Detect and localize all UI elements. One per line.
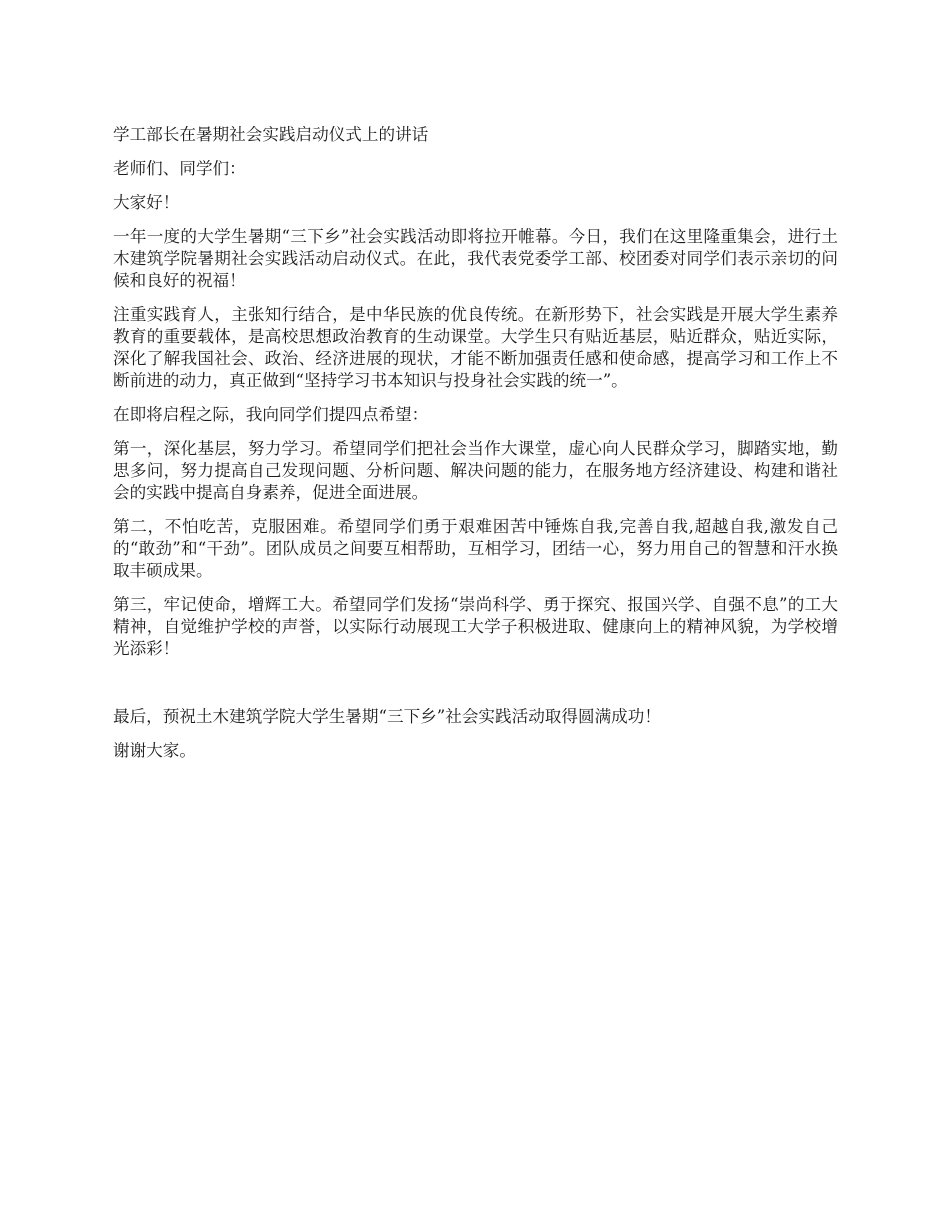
closing-wish: 最后，预祝土木建筑学院大学生暑期“三下乡”社会实践活动取得圆满成功！: [113, 707, 661, 726]
paragraph-hopes-intro: 在即将启程之际，我向同学们提四点希望：: [113, 405, 429, 424]
document-body: [113, 124, 838, 774]
blank-spacer: [113, 672, 838, 706]
paragraph-hope-first: 第一，深化基层，努力学习。希望同学们把社会当作大课堂，虚心向人民群众学习，脚踏实地，勤思多问，努力提高自己发现问题、分析问题、解决问题的能力，在服务地方经济建设、构建和谐社会的实践中提高自身素养，促进全面进展。: [113, 439, 838, 502]
document-title: 学工部长在暑期社会实践启动仪式上的讲话: [113, 125, 429, 144]
paragraph-hope-third: 第三，牢记使命，增辉工大。希望同学们发扬“崇尚科学、勇于探究、报国兴学、自强不息”的工大精神，自觉维护学校的声誉，以实际行动展现工大学子积极进取、健康向上的精神风貌，为学校增光添彩！: [113, 595, 838, 658]
paragraph-hope-second: 第二，不怕吃苦，克服困难。希望同学们勇于艰难困苦中锤炼自我,完善自我,超越自我,激发自己的“敢劲”和“干劲”。团队成员之间要互相帮助，互相学习，团结一心，努力用自己的智慧和汗水换取丰硕成果。: [113, 517, 838, 580]
salutation: 老师们、同学们：: [113, 159, 246, 178]
thanks: 谢谢大家。: [113, 741, 196, 760]
paragraph-practice: 注重实践育人，主张知行结合，是中华民族的优良传统。在新形势下，社会实践是开展大学生素养教育的重要载体，是高校思想政治教育的生动课堂。大学生只有贴近基层，贴近群众，贴近实际，深化了解我国社会、政治、经济进展的现状，才能不断加强责任感和使命感，提高学习和工作上不断前进的动力，真正做到“坚持学习书本知识与投身社会实践的统一”。: [113, 305, 838, 390]
greeting: 大家好！: [113, 193, 180, 212]
paragraph-opening: 一年一度的大学生暑期“三下乡”社会实践活动即将拉开帷幕。今日，我们在这里隆重集会，进行土木建筑学院暑期社会实践活动启动仪式。在此，我代表党委学工部、校团委对同学们表示亲切的问候和良好的祝福！: [113, 227, 838, 290]
